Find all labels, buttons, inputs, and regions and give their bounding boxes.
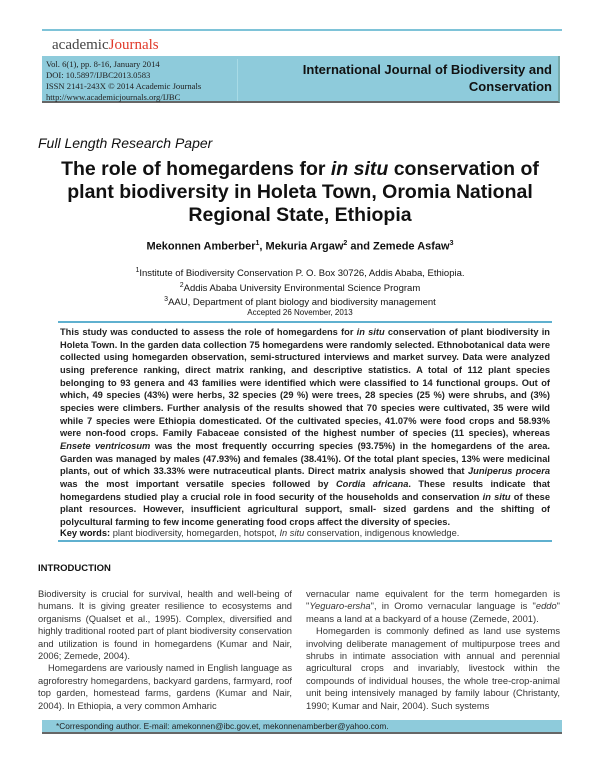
title-part: conservation of plant biodiversity in Holeta Town, Oromia National Regional State, Ethiopia [67, 158, 539, 226]
doi: DOI: 10.5897/IJBC2013.0583 [46, 70, 151, 80]
keywords: Key words: plant biodiversity, homegarden, hotspot, In situ conservation, indigenous knowledge. [60, 528, 460, 538]
body-column-right [306, 588, 560, 712]
affiliation: $^1$Institute of Biodiversity Conservation P. O. Box 30726, Addis Ababa, Ethiopia. [135, 267, 465, 280]
abstract-segment: conservation of plant biodiversity in Holeta Town. In the garden data collection 75 homegardens were randomly selected. Ethnobotanical data were collected using homegarden observation, semi-structured interviews and market survey. Data were analyzed using preference ranking, direct matrix ranking, and descriptive statistics. A total of 112 plant species belonging to 93 genera and 43 families were identified which were classified to 14 functional groups. Out of which, 49 species (43%) were herbs, 32 species (29 %) were trees, 28 species (25 %) were shrubs, and (3%) species were climbers. Further analysis of the results showed that 70 species were cultivated, 35 were wild while 7 species were Ethiopia domesticated. Of the cultivated species, 41.07% were food crops and 58.93% were non-food crops. Family Fabaceae consisted of the highest number of species (11 species), whereas [60, 327, 550, 439]
paper-type: Full Length Research Paper [38, 135, 213, 151]
abstract-segment: was the most important versatile species followed by [60, 478, 336, 489]
section-heading: INTRODUCTION [38, 563, 111, 574]
abstract-italic-term: Ensete ventricosum [60, 440, 151, 451]
accepted-date: Accepted 26 November, 2013 [247, 308, 353, 317]
header-rule [42, 29, 562, 31]
title-part: The role of homegardens for [61, 158, 331, 180]
abstract-italic-term: Cordia africana [335, 478, 409, 489]
title-part-italic: in situ [330, 158, 389, 180]
abstract-segment: This study was conducted to assess the role of homegardens for [60, 327, 357, 337]
authors [0, 240, 600, 253]
affiliation: $^2$Addis Ababa University Environmental Science Program [179, 281, 421, 294]
author: Mekonnen Amberber [146, 240, 256, 253]
abstract-text [58, 323, 552, 529]
journal-url[interactable]: http://www.academicjournals.org/IJBC [46, 92, 181, 102]
author-sup: 2 [343, 240, 348, 247]
logo-text-a: academic [52, 37, 109, 53]
paragraph: Homegarden is commonly defined as land use systems involving deliberate management of multipurpose trees and shrubs in intimate association with annual and perennial agricultural crops and invariably, livestock within the compounds of individual houses, the whole tree-crop-animal unit being intensively managed by family labour (Christanty, 1990; Kumar and Nair, 2004). Such systems [306, 626, 560, 711]
author-sup: 3 [449, 240, 454, 247]
abstract-italic-term: Juniperus procera [467, 466, 551, 477]
journal-name: International Journal of Biodiversity and Conservation [302, 62, 552, 94]
author: Mekuria Argaw [265, 240, 344, 253]
affiliation: $^3$AAU, Department of plant biology and biodiversity management [164, 296, 436, 309]
abstract-segment: was the most frequently occurring species (93.75%) in the homegardens of the area. Garden was managed by males (47.93%) and females (38.41%). Of the total plant species, 13% were medicinal plants, out of which 33.33% were nutraceutical plants. Direct matrix analysis showed that [60, 440, 550, 477]
paragraph: vernacular name equivalent for the term homegarden is "Yeguaro-ersha", in Oromo vernacular language is "eddo" means a land at a backyard of a house (Zemede, 2001). [306, 589, 560, 624]
abstract-box [58, 321, 552, 542]
abstract-segment: . These results indicate that homegardens studied play a crucial role in food security of the households and conservation [60, 478, 550, 502]
abstract-italic-term: in situ [482, 491, 511, 502]
corresponding-author-footnote: *Corresponding author. E-mail: amekonnen@ibc.gov.et, mekonnenamberber@yahoo.com. [42, 720, 562, 734]
issn: ISSN 2141-243X © 2014 Academic Journals [46, 81, 202, 91]
paragraph: Homegardens are variously named in English language as agroforestry homegardens, backyard gardens, farmyard, roof top garden, homestead farms, gardens (Kumar and Nair, 2004). In Ethiopia, a very common Amharic [38, 663, 292, 711]
journal-meta [46, 59, 238, 101]
sep: and [347, 240, 373, 253]
volume-info: Vol. 6(1), pp. 8-16, January 2014 [46, 59, 160, 69]
abstract-italic-term: in situ [356, 327, 385, 337]
paragraph: Biodiversity is crucial for survival, health and well-being of humans. It is giving greater resilience to ecosystems and organisms (Qualset et al., 1995). Complex, diversified and highly traditional rooted part of plant biodiversity conservation and utilization is found in homegardens (Kumar and Nair, 2006; Zemede, 2004). [38, 589, 292, 662]
abstract-segment: of these plant resources. However, insufficient agricultural support, small- sized gardens and the shifting of polycultural farming to few income generating food crops affect the diversity of species. [60, 491, 551, 527]
journal-header-box [42, 56, 560, 103]
body-column-left [38, 588, 292, 712]
paper-title [40, 158, 560, 227]
logo-text-b: Journals [108, 37, 159, 53]
author-sup: 1 [255, 240, 260, 247]
sep: , [259, 240, 266, 253]
publisher-logo [52, 37, 159, 54]
author: Zemede Asfaw [372, 240, 450, 253]
affiliations [0, 265, 600, 309]
